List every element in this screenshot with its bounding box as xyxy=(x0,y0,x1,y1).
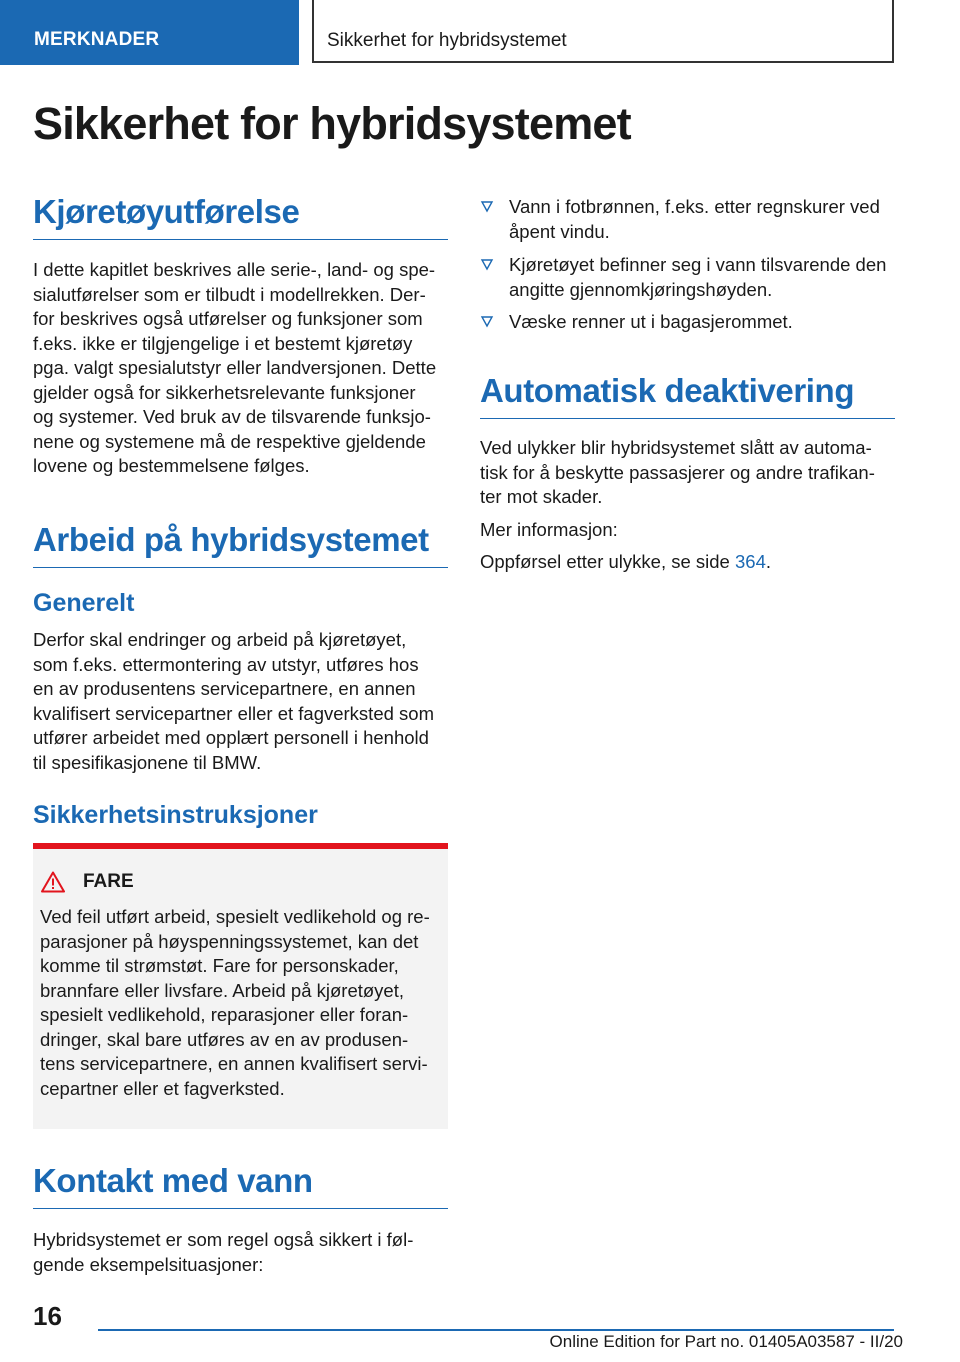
section-tab xyxy=(0,0,299,65)
running-header-title: Sikkerhet for hybridsystemet xyxy=(327,30,567,51)
page-number: 16 xyxy=(33,1301,62,1331)
section-title-water-contact: Kontakt med vann xyxy=(33,1162,448,1209)
list-item-text: Væske renner ut i bagasjerommet. xyxy=(509,311,793,332)
auto-deactivation-body: Ved ulykker blir hybridsystemet slått av automa- tisk for å beskytte passasjerer og andre trafikan- ter mot skader. xyxy=(480,437,875,507)
danger-warning-box xyxy=(33,843,448,1129)
page-reference-link[interactable]: 364 xyxy=(735,551,766,572)
warning-header xyxy=(41,871,134,893)
list-item-text: Vann i fotbrønnen, f.eks. etter regnskurer ved åpent vindu. xyxy=(509,196,880,242)
warning-label: FARE xyxy=(83,871,134,892)
page-reference xyxy=(480,550,895,575)
page-title: Sikkerhet for hybridsystemet xyxy=(33,98,631,149)
edition-note: Online Edition for Part no. 01405A03587 - II/20 xyxy=(549,1332,903,1351)
bullet-triangle-icon xyxy=(480,314,494,328)
water-contact-body: Hybridsystemet er som regel også sikkert i føl- gende eksempelsituasjoner: xyxy=(33,1229,414,1275)
footer-divider xyxy=(98,1329,894,1331)
bullet-triangle-icon xyxy=(480,257,494,271)
warning-body: Ved feil utført arbeid, spesielt vedlikehold og re- parasjoner på høyspenningssystemet, kan det komme til strømstøt. Fare for personskader, brannfare eller livsfare. Arbeid på kjøretøyet, spesielt vedlikehold, reparasjoner eller foran- dringer, skal bare utføres av en av produsen- tens servicepartnere, en annen kvalifisert servi- cepartner eller et fagverksted. xyxy=(40,906,430,1099)
vehicle-version-body: I dette kapitlet beskrives alle serie-, land- og spe- sialutførelser som er tilbudt i modellrekken. Der- for beskrives også utførelser og funksjoner som f.eks. ikke er tilgjengelige i et bestemt kjøretøy pga. valgt spesialutstyr eller landversjonen. Dette gjelder også for sikkerhetsrelevante funksjoner og systemer. Ved bruk av de tilsvarende funksjo- nene og systemene må de respektive gjeldende lovene og bestemmelsene følges. xyxy=(33,259,437,476)
bullet-triangle-icon xyxy=(480,199,494,213)
page-reference-end: . xyxy=(765,551,772,572)
running-header xyxy=(312,0,894,63)
list-item-text: Kjøretøyet befinner seg i vann tilsvarende den angitte gjennomkjøringshøyden. xyxy=(509,254,887,300)
subsection-title-general: Generelt xyxy=(33,589,135,617)
more-info-label: Mer informasjon: xyxy=(480,519,618,540)
section-title-auto-deactivation: Automatisk deaktivering xyxy=(480,372,895,419)
subsection-title-safety: Sikkerhetsinstruksjoner xyxy=(33,801,318,829)
page-reference-text: Oppførsel etter ulykke, se side xyxy=(480,551,735,572)
section-title-hybrid-work: Arbeid på hybridsystemet xyxy=(33,521,448,568)
section-title-vehicle-version: Kjøretøyutførelse xyxy=(33,193,448,240)
general-body: Derfor skal endringer og arbeid på kjøretøyet, som f.eks. ettermontering av utstyr, utføres hos en av produsentens servicepartnere, en annen kvalifisert servicepartner eller et fagverksted som utfører arbeidet med opplært personell i henhold til spesifikasjonene til BMW. xyxy=(33,629,434,773)
warning-triangle-icon xyxy=(41,871,65,893)
section-tab-label: MERKNADER xyxy=(34,29,160,50)
